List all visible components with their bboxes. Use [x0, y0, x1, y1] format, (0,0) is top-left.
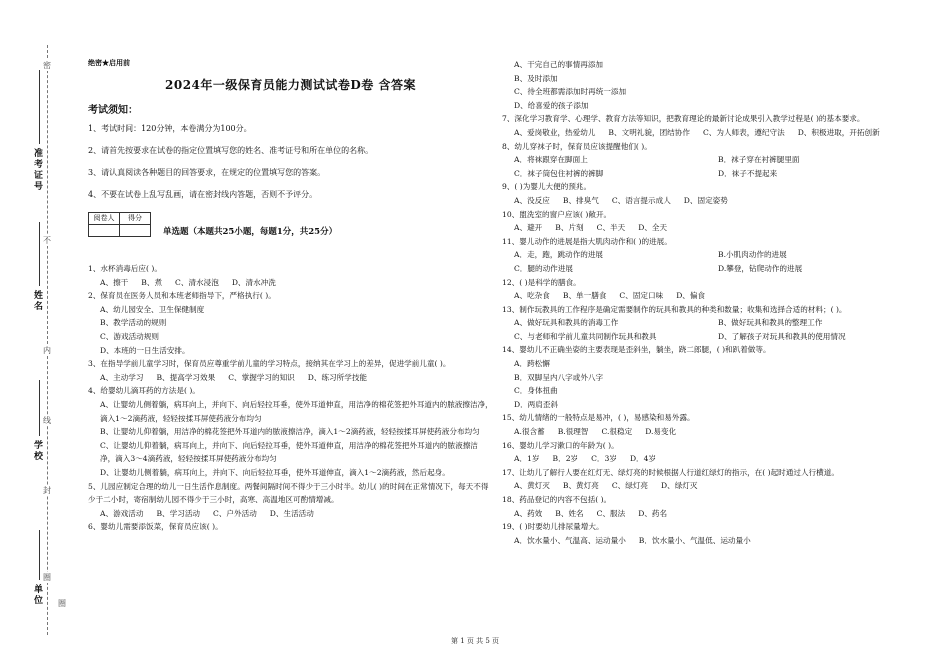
answer-option: A、让婴幼儿侧着躺，病耳向上，并向下、向后轻拉耳垂，使外耳道伸直，用洁净的棉花签把外耳道内的脓液擦洁净，滴入1～2滴药液，轻轻按揉耳屏使药液分布均匀 [100, 399, 493, 423]
answer-options [502, 194, 922, 208]
answer-option: B.小肌肉动作的进展 [718, 250, 787, 260]
answer-option: D．4岁 [629, 454, 657, 464]
answer-option: A、幼儿园安全、卫生保健制度 [100, 304, 205, 314]
seal-char: 圈 [43, 573, 51, 582]
notice-item: 1、考试时间：120分钟，本卷满分为100分。 [88, 124, 252, 133]
binding-margin [0, 0, 66, 671]
reviewer-header: 阅卷人 [89, 212, 120, 224]
question-stem: 3、在指导学前儿童学习时，保育员应尊重学前儿童的学习特点，接纳其在学习上的差异，促进学前儿童( )。 [88, 359, 451, 369]
answer-option: A、游戏活动 [100, 508, 144, 518]
answer-option: A、吃杂食 [514, 291, 550, 301]
answer-option: B、姓名 [555, 508, 584, 518]
answer-option: D、绿灯灭 [661, 481, 698, 491]
answer-option: D、清水冲洗 [231, 277, 276, 287]
answer-option: B．双脚呈内八字或外八字 [514, 372, 604, 382]
seal-char: 密 [43, 61, 51, 70]
notice-item: 2、请首先按要求在试卷的指定位置填写您的姓名、准考证号和所在单位的名称。 [88, 146, 374, 155]
question-stem: 4、给婴幼儿滴耳药的方法是( )。 [88, 386, 200, 396]
answer-option: D．袜子不提起来 [718, 168, 778, 178]
unit-label: 单位 [32, 584, 42, 606]
answer-option: A、擦干 [100, 277, 129, 287]
question-item [88, 357, 493, 384]
answer-option: D、积极进取，开拓创新 [797, 127, 880, 137]
question-stem: 19、( )时要幼儿排尿量增大。 [502, 522, 604, 532]
seal-line [47, 45, 48, 635]
score-cell[interactable] [120, 224, 151, 236]
question-item [88, 520, 493, 534]
answer-options [502, 289, 922, 303]
notice-heading: 考试须知： [88, 105, 138, 116]
question-stem: 8、幼儿穿袜子时，保育员应该提醒他们( )。 [502, 141, 652, 151]
question-stem: 9、( )为婴儿大便的预兆。 [502, 182, 592, 192]
question-stem: 14、婴幼儿不正确坐姿的主要表现是歪斜坐，躺坐，跷二郎腿，( )和趴着做等。 [502, 345, 771, 355]
question-item [88, 262, 493, 289]
question-item [502, 180, 922, 207]
question-item [502, 140, 922, 181]
answer-option: C、与老师和学前儿童共同制作玩具和教具 [514, 331, 657, 341]
answer-option: D、让婴幼儿侧着躺，病耳向上，并向下、向后轻拉耳垂，使外耳道伸直，滴入1～2滴药液，然后起身。 [100, 467, 450, 477]
answer-option: B.很理智 [557, 427, 589, 437]
answer-option: A、主动学习 [100, 372, 144, 382]
question-stem: 16、婴幼儿学习漱口的年龄为( )。 [502, 440, 619, 450]
seal-char: 不 [43, 236, 51, 245]
answer-options [502, 479, 922, 493]
page-footer: 第 1 页 共 5 页 [450, 637, 500, 645]
answer-option: B、文明礼貌，团结协作 [608, 127, 690, 137]
answer-option: B．饮水量小、气温低、运动量小 [638, 535, 751, 545]
reviewer-cell[interactable] [89, 224, 120, 236]
exam-id-label: 准考证号 [32, 148, 42, 192]
question-stem: 5、儿园应制定合理的幼儿一日生活作息制度。两餐间隔时间不得少于三小时半。幼儿( )的时间在正常情况下，每天不得少于二小时，寄宿制幼儿园不得少于三小时，高寒、高温地区可酌情增减。 [88, 481, 489, 505]
question-item [502, 208, 922, 235]
answer-option: D、偏食 [676, 291, 706, 301]
secret-label: 绝密★启用前 [88, 58, 130, 67]
question-item [88, 289, 493, 357]
question-item [502, 466, 922, 493]
answer-option: B．袜子穿在衬裤腿里面 [718, 155, 800, 165]
question-stem: 1、水杯消毒后应( )。 [88, 264, 162, 273]
notice-item: 4、不要在试卷上乱写乱画，请在密封线内答题，否则不予评分。 [88, 190, 318, 199]
answer-option: B、排臭气 [562, 195, 599, 205]
notice-item: 3、请认真阅读各种题目的回答要求，在规定的位置填写您的答案。 [88, 168, 326, 177]
question-list-left [88, 262, 493, 534]
name-label: 姓名 [32, 290, 42, 312]
answer-option: B、片刻 [555, 223, 584, 233]
answer-option: B、黄灯亮 [562, 481, 599, 491]
answer-option: A.很含蓄 [514, 427, 545, 437]
answer-option: A、没反应 [514, 195, 550, 205]
answer-option: B．2岁 [552, 454, 579, 464]
seal-char: 圈 [58, 599, 66, 608]
answer-option: D、了解孩子对玩具和教具的使用情况 [718, 331, 846, 341]
answer-option: A、避开 [514, 223, 543, 233]
answer-option: B、让婴幼儿仰着躺，用洁净的棉花签把外耳道内的脓液擦洁净，滴入1～2滴药液，轻轻按揉耳屏使药液分布均匀 [100, 427, 480, 437]
answer-options [502, 126, 922, 140]
answer-option: D、药名 [638, 508, 668, 518]
answer-option: D．两肩歪斜 [514, 399, 559, 409]
question-stem: 12、( )是科学的膳食。 [502, 277, 581, 287]
seal-char: 封 [43, 486, 51, 495]
answer-option: D、给喜爱的孩子添加 [514, 100, 589, 110]
answer-option: A．跨松懈 [514, 359, 550, 369]
exam-id-underline [39, 70, 40, 144]
answer-option: C、绿灯亮 [611, 481, 649, 491]
answer-option: D.易变化 [645, 427, 677, 437]
question-list-right [502, 58, 922, 547]
answer-option: A、黄灯灭 [514, 481, 550, 491]
question-stem: 13、制作玩教具的工作程序是确定需要制作的玩具和教具的种类和数量；收集和选择合适的材料；( )。 [502, 304, 847, 314]
unit-underline [39, 530, 40, 580]
score-table [88, 212, 151, 237]
right-column [502, 58, 922, 547]
seal-char: 线 [43, 416, 51, 425]
score-section [88, 211, 493, 237]
answer-option: C.很稳定 [601, 427, 633, 437]
answer-option: B、及时添加 [514, 73, 558, 83]
answer-option: A．将袜跟穿在脚面上 [514, 155, 588, 165]
answer-option: C．身体扭曲 [514, 386, 558, 396]
answer-options [502, 452, 922, 466]
notice-list [88, 123, 493, 200]
answer-option: A．1岁 [514, 454, 540, 464]
answer-option: D、全天 [638, 223, 668, 233]
answer-option: C、掌握学习的知识 [228, 372, 295, 382]
question-item [502, 493, 922, 520]
answer-option: D、练习所学技能 [307, 372, 368, 382]
answer-options [88, 507, 493, 521]
answer-option: A．走，跑，跳动作的进展 [514, 250, 604, 260]
answer-option: C、服法 [596, 508, 626, 518]
question-item [502, 303, 922, 344]
answer-option: C、语言提示成人 [611, 195, 671, 205]
question-item [502, 276, 922, 303]
question-item [502, 235, 922, 276]
answer-option: B、教学活动的规则 [100, 318, 167, 328]
answer-option: C、游戏活动规则 [100, 331, 159, 341]
question-stem: 10、盥洗室的窗户应该( )敞开。 [502, 209, 612, 219]
answer-option: B、提高学习效果 [156, 372, 216, 382]
answer-option: B、单一膳食 [562, 291, 607, 301]
question-stem: 2、保育员在医务人员和本班老师指导下，严格执行( )。 [88, 291, 276, 301]
answer-option: A、药效 [514, 508, 543, 518]
answer-option: B、做好玩具和教具的整理工作 [718, 318, 823, 328]
left-column [88, 58, 493, 534]
answer-option: A、做好玩具和教具的消毒工作 [514, 318, 619, 328]
answer-option: B、煮 [141, 277, 163, 287]
answer-option: C、固定口味 [619, 291, 664, 301]
section-title: 单选题（本题共25小题，每题1分，共25分） [163, 227, 338, 237]
answer-option: C．腿的动作进展 [514, 263, 573, 273]
answer-options [88, 371, 493, 385]
page-title: 2024年一级保育员能力测试试卷D卷 含答案 [165, 78, 416, 92]
answer-option: A、爱岗敬业，热爱幼儿 [514, 127, 596, 137]
answer-options [502, 507, 922, 521]
answer-option: C、待全班都需添加时再统一添加 [514, 87, 627, 97]
answer-option: D.攀登，钻爬动作的进展 [718, 263, 803, 273]
question-stem: 17、让幼儿了解行人要在红灯无、绿灯亮的时候根据人行道红绿灯的指示，在( )起时通过人行横道。 [502, 467, 839, 477]
school-label: 学校 [32, 440, 42, 462]
answer-option: B、学习活动 [156, 508, 201, 518]
question-item [502, 343, 922, 411]
answer-option: C、半天 [596, 223, 626, 233]
school-underline [39, 380, 40, 436]
answer-option: A．饮水量小、气温高、运动量小 [514, 535, 626, 545]
answer-option: C、让婴幼儿仰着躺，病耳向上，并向下、向后轻拉耳垂，使外耳道伸直，用洁净的棉花签把外耳道内的脓液擦洁净，滴入3～4滴药液，轻轻按揉耳屏使药液分布均匀 [100, 440, 478, 464]
answer-option: C、为人师表，遵纪守法 [702, 127, 785, 137]
question-item [88, 384, 493, 479]
question-stem: 18、药品登记的内容不包括( )。 [502, 495, 612, 504]
question-item [502, 112, 922, 139]
question-item [502, 411, 922, 438]
answer-options [502, 534, 922, 548]
question-item [502, 520, 922, 547]
answer-option: C、清水浸泡 [175, 277, 219, 287]
answer-option: D、固定姿势 [683, 195, 728, 205]
answer-options [502, 425, 922, 439]
answer-option: C．袜子筒包住衬裤的裤脚 [514, 168, 604, 178]
answer-options [502, 316, 922, 343]
answer-options [88, 276, 493, 290]
answer-options [502, 153, 922, 180]
question-item [502, 439, 922, 466]
answer-option: C．3岁 [591, 454, 617, 464]
question-stem: 11、婴儿动作的进展是指大肌肉动作和( )的进展。 [502, 236, 672, 246]
question-stem: 6、婴幼儿需要添饭菜，保育员应该( )。 [88, 522, 223, 532]
question-item [88, 480, 493, 521]
question-stem: 15、幼儿情绪的一般特点是易冲，( )，易感染和易外露。 [502, 413, 695, 423]
answer-option: C、户外活动 [213, 508, 257, 518]
question-item [502, 58, 922, 112]
answer-options [502, 248, 922, 275]
answer-option: A、干完自己的事情再添加 [514, 60, 604, 69]
name-underline [39, 222, 40, 286]
answer-option: D、生活活动 [269, 508, 314, 518]
question-stem: 7、深化学习教育学、心理学、教育方法等知识，把教育理论的最新讨论成果引入教学过程是( )的基本要求。 [502, 114, 865, 124]
answer-option: D、本班的一日生活安排。 [100, 345, 190, 355]
seal-char: 内 [43, 346, 51, 355]
answer-options [502, 221, 922, 235]
score-header: 得分 [120, 212, 151, 224]
